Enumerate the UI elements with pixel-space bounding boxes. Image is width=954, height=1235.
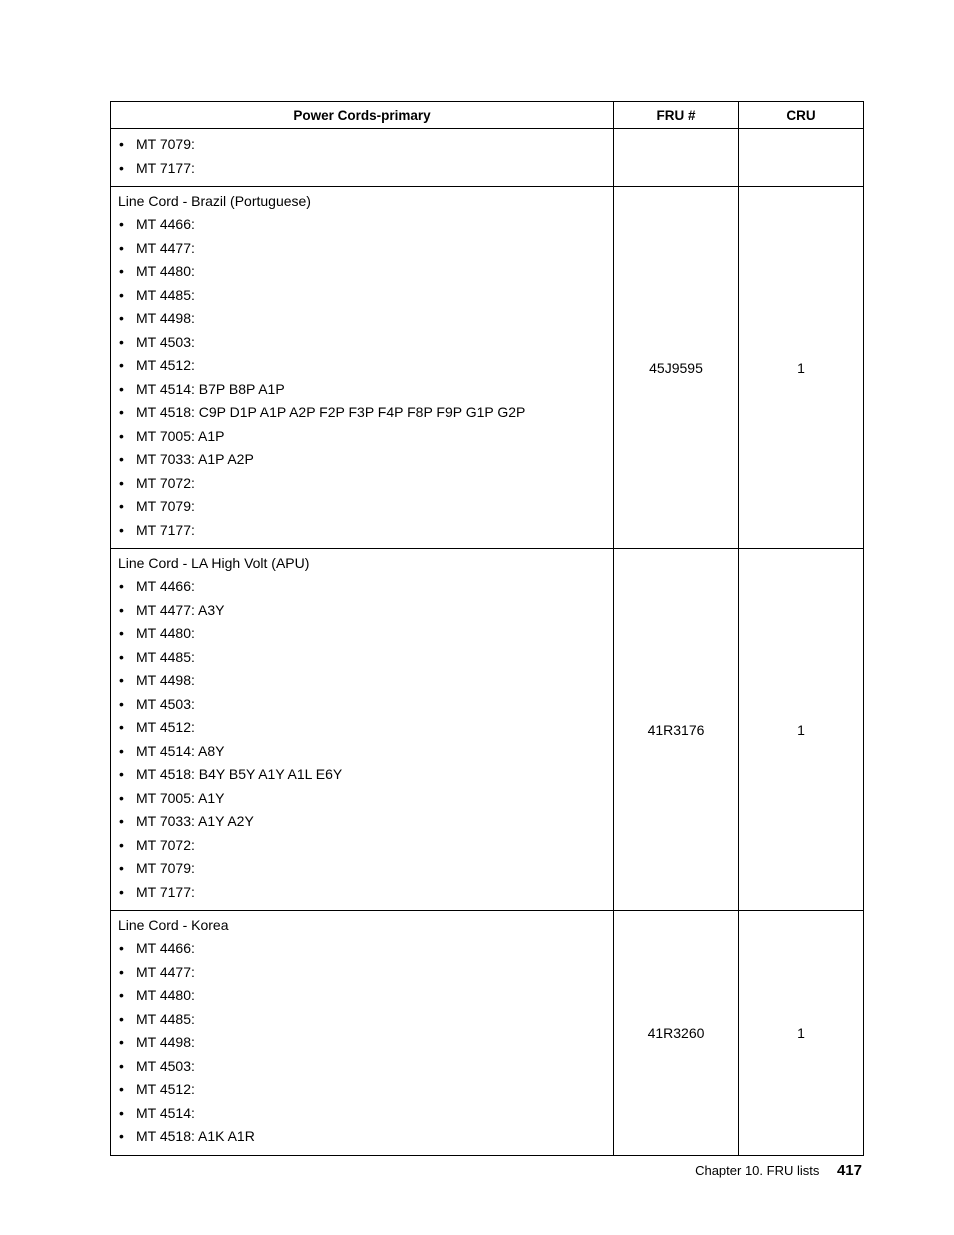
bullet-icon: • [119, 940, 124, 956]
fru-table [110, 101, 864, 1156]
page-footer [695, 1162, 862, 1179]
table-row [111, 187, 864, 549]
bullet-icon: • [119, 1034, 124, 1050]
list-item [118, 740, 613, 764]
machine-type-text: MT 4466: [136, 940, 195, 956]
header-description: Power Cords-primary [111, 102, 614, 129]
machine-type-text: MT 4512: [136, 719, 195, 735]
bullet-icon: • [119, 451, 124, 467]
bullet-icon: • [119, 601, 124, 618]
list-item [118, 378, 613, 402]
bullet-icon: • [119, 578, 124, 594]
bullet-icon: • [119, 136, 124, 152]
list-item [118, 133, 613, 157]
list-item [118, 401, 613, 425]
bullet-icon: • [119, 1128, 124, 1144]
bullet-icon: • [119, 239, 124, 256]
bullet-icon: • [119, 883, 124, 900]
machine-type-text: MT 4485: [136, 1010, 195, 1027]
machine-type-text: MT 4503: [136, 1057, 195, 1074]
list-item [118, 331, 613, 355]
list-item [118, 857, 613, 881]
bullet-icon: • [119, 521, 124, 538]
line-cord-title: Line Cord - LA High Volt (APU) [118, 555, 310, 571]
header-cru: CRU [739, 102, 864, 129]
list-item [118, 763, 613, 787]
bullet-icon: • [119, 695, 124, 712]
machine-type-text: MT 4485: [136, 648, 195, 665]
bullet-icon: • [119, 672, 124, 688]
machine-type-text: MT 7079: [136, 498, 195, 514]
machine-type-list [118, 133, 613, 180]
bullet-icon: • [119, 310, 124, 326]
machine-type-list [118, 575, 613, 904]
description-cell [111, 549, 614, 911]
line-cord-title: Line Cord - Korea [118, 917, 229, 933]
machine-type-text: MT 4477: A3Y [136, 601, 225, 618]
bullet-icon: • [119, 1057, 124, 1074]
fru-number-cell: 45J9595 [614, 187, 739, 549]
list-item [118, 810, 613, 834]
header-row [111, 102, 864, 129]
machine-type-text: MT 4480: [136, 263, 195, 279]
table-body [111, 129, 864, 1156]
bullet-icon: • [119, 380, 124, 397]
list-item [118, 307, 613, 331]
fru-number-cell [614, 129, 739, 187]
list-item [118, 284, 613, 308]
list-item [118, 213, 613, 237]
machine-type-text: MT 4518: A1K A1R [136, 1128, 255, 1144]
bullet-icon: • [119, 1081, 124, 1097]
header-fru: FRU # [614, 102, 739, 129]
machine-type-text: MT 4514: A8Y [136, 742, 225, 759]
machine-type-text: MT 7033: A1P A2P [136, 451, 254, 467]
list-item [118, 1102, 613, 1126]
machine-type-text: MT 7072: [136, 836, 195, 853]
bullet-icon: • [119, 766, 124, 782]
table-row [111, 129, 864, 187]
bullet-icon: • [119, 286, 124, 303]
machine-type-text: MT 4512: [136, 357, 195, 373]
list-item [118, 354, 613, 378]
machine-type-text: MT 7005: A1P [136, 427, 225, 444]
list-item [118, 646, 613, 670]
machine-type-text: MT 7033: A1Y A2Y [136, 813, 254, 829]
machine-type-text: MT 4477: [136, 963, 195, 980]
bullet-icon: • [119, 333, 124, 350]
machine-type-text: MT 4485: [136, 286, 195, 303]
machine-type-text: MT 4466: [136, 578, 195, 594]
list-item [118, 1008, 613, 1032]
list-item [118, 937, 613, 961]
machine-type-text: MT 7079: [136, 860, 195, 876]
machine-type-text: MT 7177: [136, 159, 195, 176]
machine-type-text: MT 4498: [136, 310, 195, 326]
bullet-icon: • [119, 404, 124, 420]
fru-number-cell: 41R3176 [614, 549, 739, 911]
bullet-icon: • [119, 963, 124, 980]
bullet-icon: • [119, 987, 124, 1003]
list-item [118, 519, 613, 543]
bullet-icon: • [119, 263, 124, 279]
list-item [118, 622, 613, 646]
list-item [118, 961, 613, 985]
machine-type-text: MT 7177: [136, 521, 195, 538]
bullet-icon: • [119, 1104, 124, 1121]
machine-type-text: MT 4466: [136, 216, 195, 232]
machine-type-text: MT 7079: [136, 136, 195, 152]
bullet-icon: • [119, 474, 124, 491]
fru-number-cell: 41R3260 [614, 911, 739, 1156]
table-row [111, 911, 864, 1156]
list-item [118, 669, 613, 693]
machine-type-text: MT 4503: [136, 333, 195, 350]
machine-type-text: MT 4480: [136, 987, 195, 1003]
machine-type-list [118, 937, 613, 1149]
machine-type-text: MT 4518: C9P D1P A1P A2P F2P F3P F4P F8P F9P G1P G2P [136, 404, 526, 420]
list-item [118, 693, 613, 717]
bullet-icon: • [119, 742, 124, 759]
bullet-icon: • [119, 789, 124, 806]
bullet-icon: • [119, 498, 124, 514]
bullet-icon: • [119, 159, 124, 176]
list-item [118, 834, 613, 858]
bullet-icon: • [119, 625, 124, 641]
machine-type-text: MT 4512: [136, 1081, 195, 1097]
bullet-icon: • [119, 813, 124, 829]
list-item [118, 1125, 613, 1149]
table-header [111, 102, 864, 129]
cru-cell: 1 [739, 549, 864, 911]
bullet-icon: • [119, 719, 124, 735]
machine-type-text: MT 4498: [136, 672, 195, 688]
chapter-label: Chapter 10. FRU lists [695, 1163, 820, 1178]
list-item [118, 599, 613, 623]
bullet-icon: • [119, 648, 124, 665]
bullet-icon: • [119, 427, 124, 444]
list-item [118, 984, 613, 1008]
machine-type-text: MT 4480: [136, 625, 195, 641]
bullet-icon: • [119, 216, 124, 232]
list-item [118, 575, 613, 599]
list-item [118, 260, 613, 284]
description-cell [111, 911, 614, 1156]
list-item [118, 448, 613, 472]
machine-type-text: MT 4477: [136, 239, 195, 256]
bullet-icon: • [119, 1010, 124, 1027]
description-cell [111, 187, 614, 549]
machine-type-text: MT 4503: [136, 695, 195, 712]
machine-type-list [118, 213, 613, 542]
list-item [118, 425, 613, 449]
bullet-icon: • [119, 357, 124, 373]
list-item [118, 237, 613, 261]
list-item [118, 787, 613, 811]
list-item [118, 716, 613, 740]
list-item [118, 1055, 613, 1079]
table-row [111, 549, 864, 911]
cru-cell: 1 [739, 187, 864, 549]
machine-type-text: MT 4514: [136, 1104, 195, 1121]
machine-type-text: MT 4498: [136, 1034, 195, 1050]
machine-type-text: MT 4518: B4Y B5Y A1Y A1L E6Y [136, 766, 343, 782]
cru-cell [739, 129, 864, 187]
list-item [118, 157, 613, 181]
machine-type-text: MT 7005: A1Y [136, 789, 225, 806]
list-item [118, 1031, 613, 1055]
machine-type-text: MT 7072: [136, 474, 195, 491]
page-number: 417 [836, 1162, 862, 1179]
cru-cell: 1 [739, 911, 864, 1156]
bullet-icon: • [119, 836, 124, 853]
machine-type-text: MT 4514: B7P B8P A1P [136, 380, 285, 397]
list-item [118, 1078, 613, 1102]
line-cord-title: Line Cord - Brazil (Portuguese) [118, 193, 311, 209]
list-item [118, 472, 613, 496]
list-item [118, 881, 613, 905]
description-cell [111, 129, 614, 187]
machine-type-text: MT 7177: [136, 883, 195, 900]
list-item [118, 495, 613, 519]
bullet-icon: • [119, 860, 124, 876]
